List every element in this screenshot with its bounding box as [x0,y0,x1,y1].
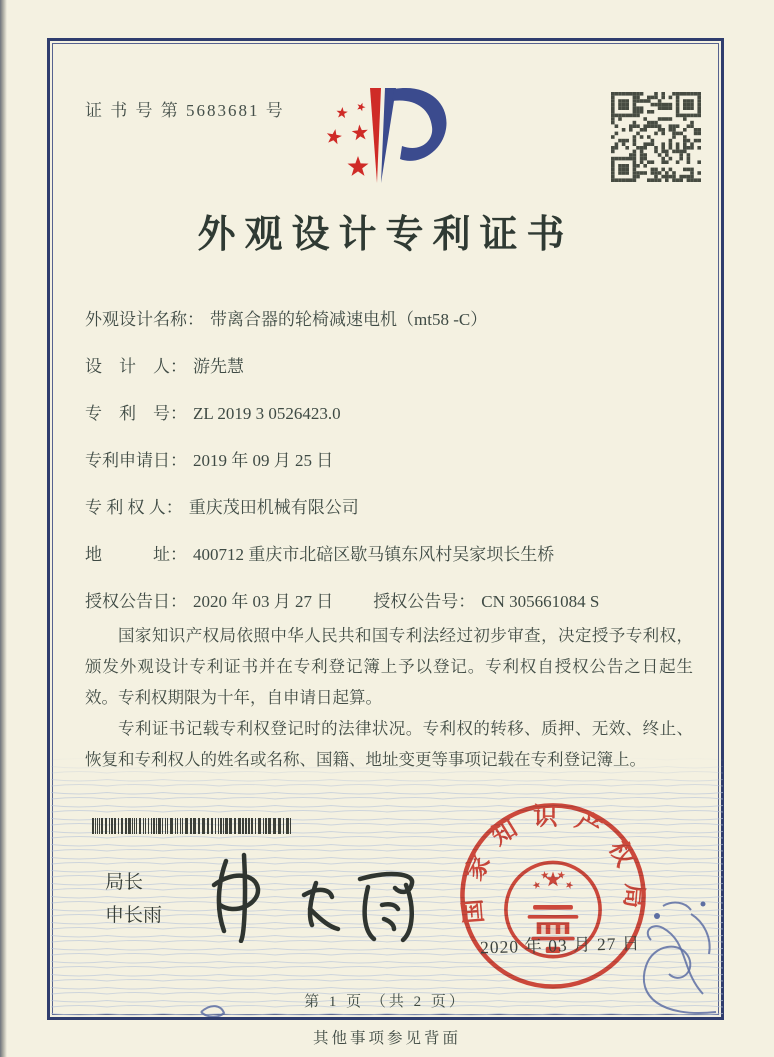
cnipa-patent-logo-icon [318,83,455,195]
cnipa-official-seal [457,800,649,992]
qr-code [611,92,701,182]
field-patentee [85,493,700,540]
field-value: 重庆茂田机械有限公司 [188,498,359,517]
certificate-title: 外观设计专利证书 [197,214,574,256]
scan-edge-shadow [0,0,7,1057]
field-filing-date [85,446,700,493]
field-patent-number [85,399,700,446]
page-number: 第 1 页 （共 2 页） [304,994,467,1010]
field-label: 专 利 权 人： [85,498,183,517]
field-value: 带离合器的轮椅减速电机（mt58 -C） [210,310,488,329]
field-label-grant-number: 授权公告号： [373,592,476,611]
seal-text: 国家知识产权局 [458,803,648,925]
director-name: 申长雨 [105,905,163,926]
field-label: 授权公告日： [85,592,187,611]
field-value: 400712 重庆市北碚区歇马镇东风村吴家坝长生桥 [193,545,555,564]
field-value: ZL 2019 3 0526423.0 [193,404,341,423]
field-value: 游先慧 [193,357,244,376]
field-label: 地 址： [85,545,187,564]
field-label: 设 计 人： [85,357,187,376]
legal-paragraph-1: 国家知识产权局依照中华人民共和国专利法经过初步审查，决定授予专利权，颁发外观设计专利证书并在专利登记簿上予以登记。专利权自授权公告之日起生效。专利权期限为十年，自申请日起算。 [85,626,693,707]
certificate-number: 证 书 号 第 5683681 号 [85,101,285,120]
back-side-note: 其他事项参见背面 [312,1030,461,1047]
field-address [85,540,700,587]
field-value-grant-number: CN 305661084 S [481,592,600,611]
legal-paragraph-2: 专利证书记载专利权登记时的法律状况。专利权的转移、质押、无效、终止、恢复和专利权人的姓名或名称、国籍、地址变更等事项记载在专利登记簿上。 [85,719,693,769]
director-signature [198,843,428,943]
seal-date: 2020 年 03 月 27 日 [479,933,641,958]
field-label: 专 利 号： [85,404,187,423]
field-design-name [85,305,700,352]
field-designer [85,352,700,399]
director-block [105,866,162,932]
field-label: 外观设计名称： [85,310,204,329]
certificate-fields [85,305,700,634]
barcode [92,818,293,834]
field-label: 专利申请日： [85,451,187,470]
legal-text [85,620,693,775]
field-value: 2019 年 09 月 25 日 [193,451,334,470]
director-title: 局长 [105,872,144,893]
field-value: 2020 年 03 月 27 日 [193,592,334,611]
